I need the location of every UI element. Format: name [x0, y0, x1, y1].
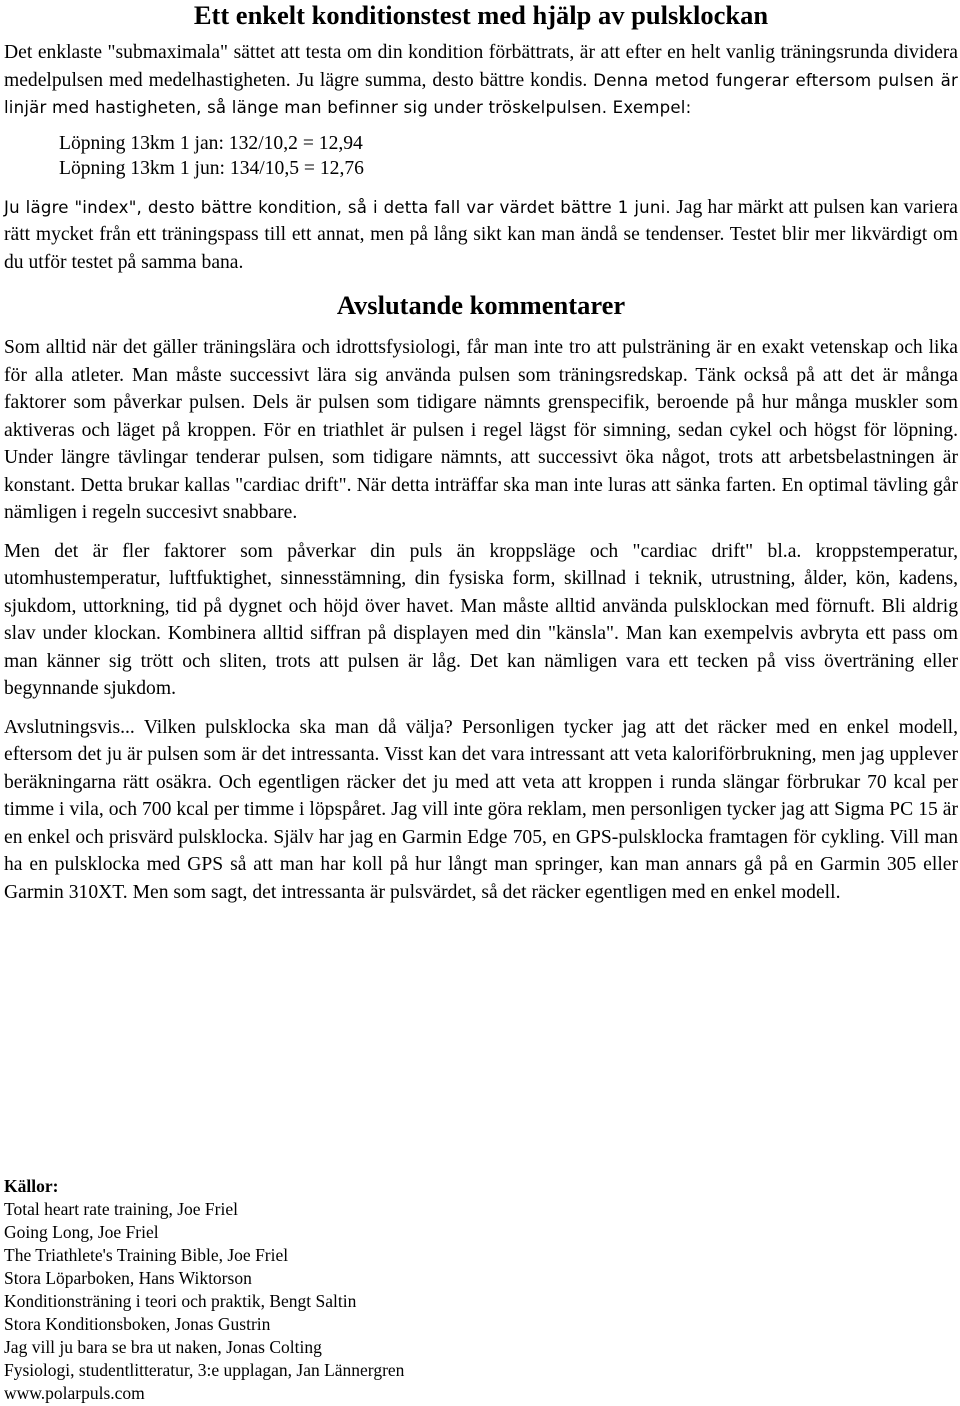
body-paragraph: Som alltid när det gäller träningslära och idrottsfysiologi, får man inte tro att pulsträning är en exakt vetenskap och lika för alla atleter. Man måste successivt lära sig använda pulsen som träningsredskap. Tänk också på att det är många faktorer som påverkar pulsen. Dels är pulsen som tidigare nämnts grenspecifik, beroende på hur många muskler som aktiveras och läget på kroppen. För en triathlet är pulsen i regel lägst för simning, sedan cykel och högst för löpning. Under längre tävlingar tenderar pulsen, som tidigare nämnts, att successivt öka något, trots att arbetsbelastningen är konstant. Detta brukar kallas "cardiac drift". När detta inträffar ska man inte luras att sänka farten. En optimal tävling går nämligen i regeln succesivt snabbare.	[4, 337, 958, 523]
index-paragraph	[4, 194, 958, 277]
example-list	[4, 131, 958, 182]
example-item: Löpning 13km 1 jan: 132/10,2 = 12,94	[59, 132, 363, 154]
sources-section	[4, 1175, 604, 1405]
section-heading: Avslutande kommentarer	[336, 290, 626, 320]
index-text-serif: Jag har märkt att pulsen kan variera rätt mycket från ett träningspass till ett annat, men på lång sikt kan man ändå se tendenser. Testet blir mer likvärdigt om du utför testet på samma bana.	[4, 196, 958, 273]
intro-text-sans: Denna metod fungerar eftersom pulsen är linjär med hastigheten, så länge man befinner sig under tröskelpulsen. Exempel:	[4, 70, 958, 117]
body-paragraph: Avslutningsvis... Vilken pulsklocka ska man då välja? Personligen tycker jag att det räcker med en enkel modell, eftersom det ju är pulsen som är det intressanta. Visst kan det vara intressant att veta kaloriförbrukning, men jag upplever beräkningarna rätt osäkra. Och egentligen räcker det ju med att veta att kroppen i runda slängar förbrukar 70 kcal per timme i vila, och 700 kcal per timme i löpspåret. Jag vill inte göra reklam, men personligen tycker jag att Sigma PC 15 är en enkel och prisvärd pulsklocka. Själv har jag en Garmin Edge 705, en GPS-pulsklocka framtagen för cykling. Vill man ha en pulsklocka med GPS så att man har koll på hur långt man springer, kan man annars gå på en Garmin 305 eller Garmin 310XT. Men som sagt, det intressanta är pulsvärdet, så det räcker egentligen med en enkel modell.	[4, 716, 958, 903]
document-page	[4, 0, 958, 906]
source-item: Going Long, Joe Friel	[4, 1222, 159, 1242]
example-item: Löpning 13km 1 jun: 134/10,5 = 12,76	[59, 158, 364, 179]
sources-list	[4, 1198, 604, 1405]
page-title: Ett enkelt konditionstest med hjälp av pulsklockan	[193, 0, 769, 30]
index-text-sans: Ju lägre "index", desto bättre kondition, så i detta fall var värdet bättre 1 juni.	[4, 197, 671, 217]
source-item: The Triathlete's Training Bible, Joe Friel	[4, 1245, 289, 1265]
source-item: Total heart rate training, Joe Friel	[4, 1199, 238, 1219]
source-link[interactable]: www.polarpuls.com	[4, 1383, 145, 1403]
body-paragraph: Men det är fler faktorer som påverkar din puls än kroppsläge och "cardiac drift" bl.a. kroppstemperatur, utomhustemperatur, luftfuktighet, sinnesstämning, din fysiska form, skillnad i teknik, utrustning, ålder, kön, kadens, sjukdom, uttorkning, tid på dygnet och höjd över havet. Man måste alltid använda pulsklockan med förnuft. Bli aldrig slav under klockan. Kombinera alltid siffran på displayen med din "känsla". Man kan exempelvis avbryta ett pass om man känner sig trött och sliten, trots att pulsen är låg. Det kan nämligen vara ett tecken på viss överträning eller begynnande sjukdom.	[4, 540, 958, 699]
source-item: Jag vill ju bara se bra ut naken, Jonas Colting	[4, 1337, 322, 1357]
source-item: Stora Konditionsboken, Jonas Gustrin	[4, 1314, 271, 1334]
intro-text-serif: Det enklaste "submaximala" sättet att testa om din kondition förbättrats, är att efter en helt vanlig träningsrunda dividera medelpulsen med medelhastigheten. Ju lägre summa, desto bättre kondis.	[4, 42, 958, 91]
source-item: Fysiologi, studentlitteratur, 3:e upplagan, Jan Lännergren	[4, 1360, 405, 1380]
sources-title: Källor:	[4, 1176, 59, 1196]
source-item: Konditionsträning i teori och praktik, Bengt Saltin	[4, 1291, 357, 1311]
intro-paragraph	[4, 39, 958, 122]
source-item: Stora Löparboken, Hans Wiktorson	[4, 1268, 252, 1288]
